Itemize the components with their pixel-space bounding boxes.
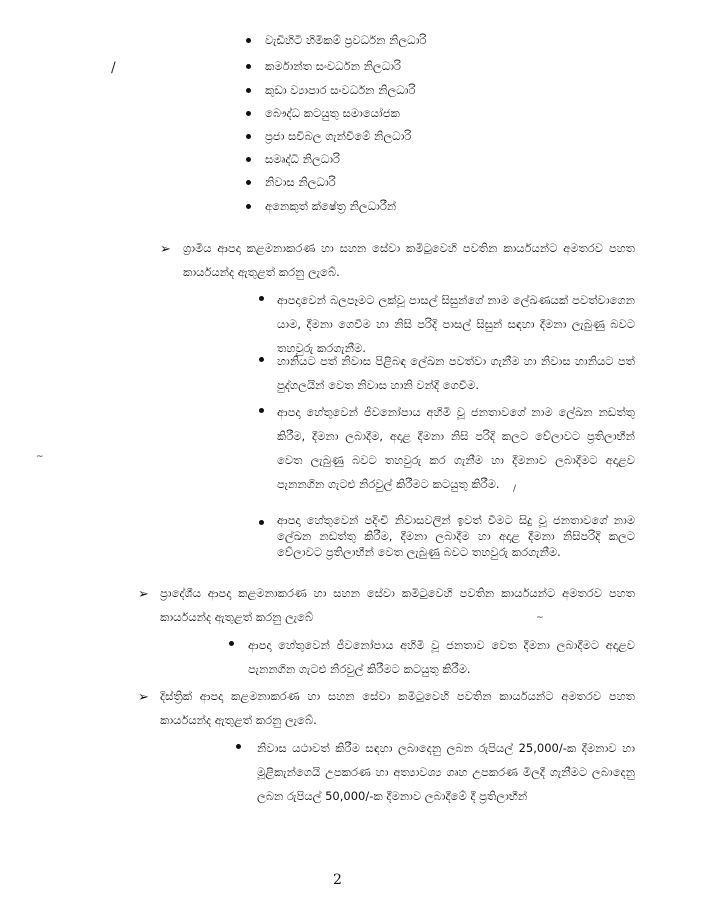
bullet-dot: [236, 744, 241, 749]
bullet-dot: [259, 408, 264, 413]
section-heading: ග්‍රාමීය ආපදා කළමනාකරණ හා සහන සේවා කමිටුවෙහි පවතින කාර්යයන්ට අමතරව පහත කාර්යයන්ද ඇතුළත් කරනු ලැබේ.: [183, 241, 635, 279]
list-item: ආපදා හේතුවෙන් පදිංචි නිවාසවලින් ඉවත් වීමට සිදු වූ ජනතාවගේ නාම ලේඛන නඩත්තු කිරීම, දීමනා ලබාදීම හා අදාළ දීමනා නිසිපරිදි කලට වේලාවට ප්‍රතිලාභීන් වෙත ලැබුණු බවට තහවුරු කරගැනීම.: [277, 513, 635, 559]
list-item: ප්‍රජා සවිබල ගැන්වීමේ නිලධාරි: [265, 129, 412, 143]
bullet-dot: [246, 157, 251, 162]
list-item: ආපදාවෙන් බලපෑමට ලක්වූ පාසල් සිසුන්ගේ නාම ලේඛණයක් පවත්වාගෙන යාම, දීමනා ගෙවීම හා නිසි පරිදි පාසල් සිසුන් සඳහා දීමනා ලැබුණු බවට තහවුරු කරගැනීම.: [277, 293, 635, 355]
list-item: නිවාස යථාවත් කිරීම සඳහා ලබාදෙනු ලබන රුපියල් 25,000/-ක දීමනාව හා මූළිකැන්ගෙයි උපකරණ හා අත්‍යාවශ්‍ය ගෘහ උපකරණ මිලදී ගැනීමට ලබාදෙනු ලබන රුපියල් 50,000/-ක දීමනාව ලබාදීමේ දී ප්‍රතිලාභීන්: [257, 741, 635, 803]
bullet-dot: [246, 111, 251, 116]
list-item: කුඩා ව්‍යාපාර සංවර්ධන නිලධාරි: [265, 83, 416, 97]
list-item: සමෘද්ධි නිලධාරි: [265, 152, 340, 166]
list-item: ආපදා හේතුවෙන් ජීවනෝපාය අහිමි වූ ජනතාවගේ නාම ලේඛන නඩත්තු කිරීම, දීමනා ලබාදීම, අදාළ දීමනා නිසි පරිදි කලට වේලාවට ප්‍රතිලාභීන් වෙත ලැබුණු බවට තහවුරු කර ගැනීම හා දීමනාව ලබාදීමට අදාළව පැනනගින ගැටළු නිරවුල් කිරීමට කටයුතු කිරීම.: [277, 405, 635, 491]
bullet-dot: [246, 180, 251, 185]
section-arrow-icon: ➢: [138, 690, 149, 705]
list-item: කර්මාන්ත සංවර්ධන නිලධාරි: [265, 59, 401, 73]
list-item: නිවාස නිලධාරි: [265, 175, 336, 189]
bullet-dot: [246, 134, 251, 139]
bullet-dot: [259, 357, 264, 362]
list-item: හානියට පත් නිවාස පිළිබඳ ලේඛන පවත්වා ගැනීම හා නිවාස හානියට පත් පුද්ගලයින් වෙත නිවාස හානි වන්දි ගෙවීම.: [277, 354, 635, 392]
section-heading: දිස්ත්‍රික් ආපදා කළමනාකරණ හා සහන සේවා කමිටුවෙහි පවතින කාර්යයන්ට අමතරව පහත කාර්යයන්ද ඇතුළත් කරනු ලැබේ.: [160, 689, 635, 727]
section-heading: ප්‍රාදේශීය ආපදා කළමනාකරණ හා සහන සේවා කමිටුවෙහි පවතින කාර්යයන්ට අමතරව පහත කාර්යයන්ද ඇතුළත් කරනු ලැබේ: [160, 586, 635, 624]
margin-mark: ~: [36, 452, 44, 462]
bullet-dot: [246, 38, 251, 43]
list-item: ආපදා හේතුවෙන් ජීවනෝපාය අහිමි වූ ජනතාව වෙත දීමනා ලබාදීමට අදාළව පැනනගින ගැටළු නිරවුල් කිරීමට කටයුතු කිරීම.: [248, 638, 635, 676]
bullet-dot: [246, 204, 251, 209]
bullet-dot: [246, 88, 251, 93]
margin-mark: /: [111, 60, 116, 76]
list-item: වැඩිහිටි හිමිකම් ප්‍රවර්ධන නිලධාරි: [265, 33, 427, 47]
list-item: අනෙකුත් ක්ෂේත්‍ර නිලධාරීන්: [265, 199, 397, 213]
page-number: 2: [333, 872, 342, 888]
section-arrow-icon: ➢: [160, 242, 171, 257]
stray-mark: /: [513, 484, 517, 494]
bullet-dot: [229, 641, 234, 646]
bullet-dot: [259, 296, 264, 301]
bullet-dot: [246, 64, 251, 69]
section-arrow-icon: ➢: [138, 587, 149, 602]
stray-mark: ~: [536, 613, 544, 623]
bullet-dot: [259, 520, 264, 525]
list-item: බෞද්ධ කටයුතු සමායෝජක: [265, 106, 400, 120]
